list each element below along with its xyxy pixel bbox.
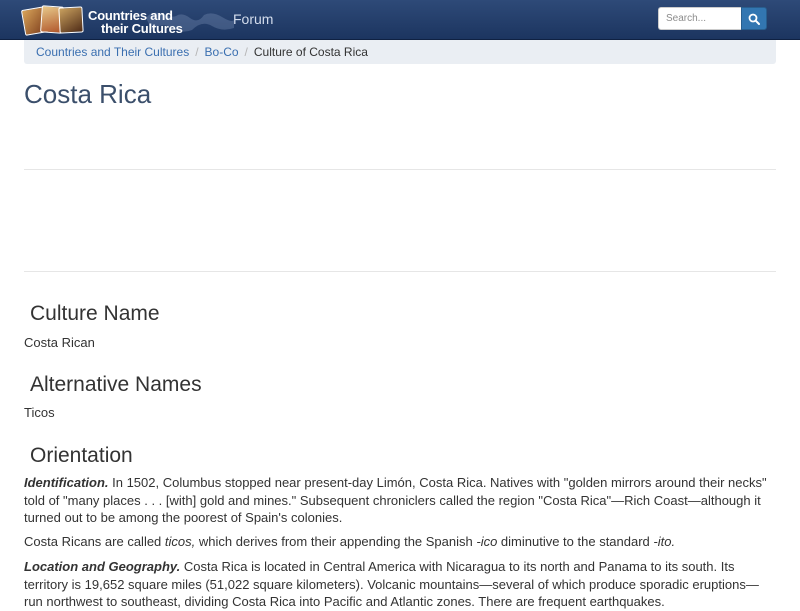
paragraph-italic: -ico <box>476 534 498 549</box>
paragraph-lead: Location and Geography. <box>24 559 181 574</box>
section-heading-orientation: Orientation <box>30 444 133 467</box>
orientation-paragraph-ticos <box>24 533 776 551</box>
site-logo[interactable] <box>22 3 222 37</box>
paragraph-text: diminutive to the standard <box>497 534 654 549</box>
page-title: Costa Rica <box>24 79 152 109</box>
section-heading-alternative-names: Alternative Names <box>30 373 202 396</box>
paragraph-lead: Identification. <box>24 475 109 490</box>
orientation-paragraph-identification <box>24 474 776 527</box>
divider <box>24 271 776 272</box>
search-input[interactable] <box>658 7 741 30</box>
section-heading-culture-name: Culture Name <box>30 302 160 325</box>
brand-line-2: their Cultures <box>101 21 183 36</box>
breadcrumb-current: Culture of Costa Rica <box>253 45 368 59</box>
orientation-paragraph-location <box>24 558 776 611</box>
breadcrumb-separator: / <box>244 45 248 59</box>
paragraph-italic: -ito. <box>653 534 676 549</box>
divider <box>24 169 776 170</box>
search-button[interactable] <box>741 7 767 30</box>
breadcrumb-link-bo-co[interactable]: Bo-Co <box>204 45 239 59</box>
logo-photos-image <box>22 4 84 35</box>
breadcrumb-link-countries[interactable]: Countries and Their Cultures <box>36 45 190 59</box>
brand-line-1: Countries and <box>88 8 173 23</box>
breadcrumb-separator: / <box>195 45 199 59</box>
paragraph-text: which derives from their appending the Spanish <box>195 534 477 549</box>
top-navbar <box>0 0 800 40</box>
paragraph-text: In 1502, Columbus stopped near present-day Limón, Costa Rica. Natives with "golden mirrors around their necks" told of "many places . . . [with] gold and mines." Subsequent chroniclers called the region "Costa Rica"—Rich Coast—although it turned out to be among the poorest of Spain's colonies. <box>24 475 767 525</box>
culture-name-text: Costa Rican <box>24 335 95 350</box>
site-brand-name <box>88 9 183 35</box>
alternative-names-text: Ticos <box>24 405 55 420</box>
paragraph-italic: ticos, <box>164 534 196 549</box>
paragraph-text: Costa Rica is located in Central America with Nicaragua to its north and Panama to its south. Its territory is 19,652 square miles (51,022 square kilometers). Volcanic mountains—several of which produce sporadic eruptions— run northwest to southeast, dividing Costa Rica into Pacific and Atlantic zones. There are frequent earthquakes. <box>24 559 759 609</box>
paragraph-text: Costa Ricans are called <box>24 534 165 549</box>
breadcrumb <box>24 40 776 64</box>
search-icon <box>748 13 760 25</box>
nav-forum-link[interactable]: Forum <box>233 11 274 27</box>
